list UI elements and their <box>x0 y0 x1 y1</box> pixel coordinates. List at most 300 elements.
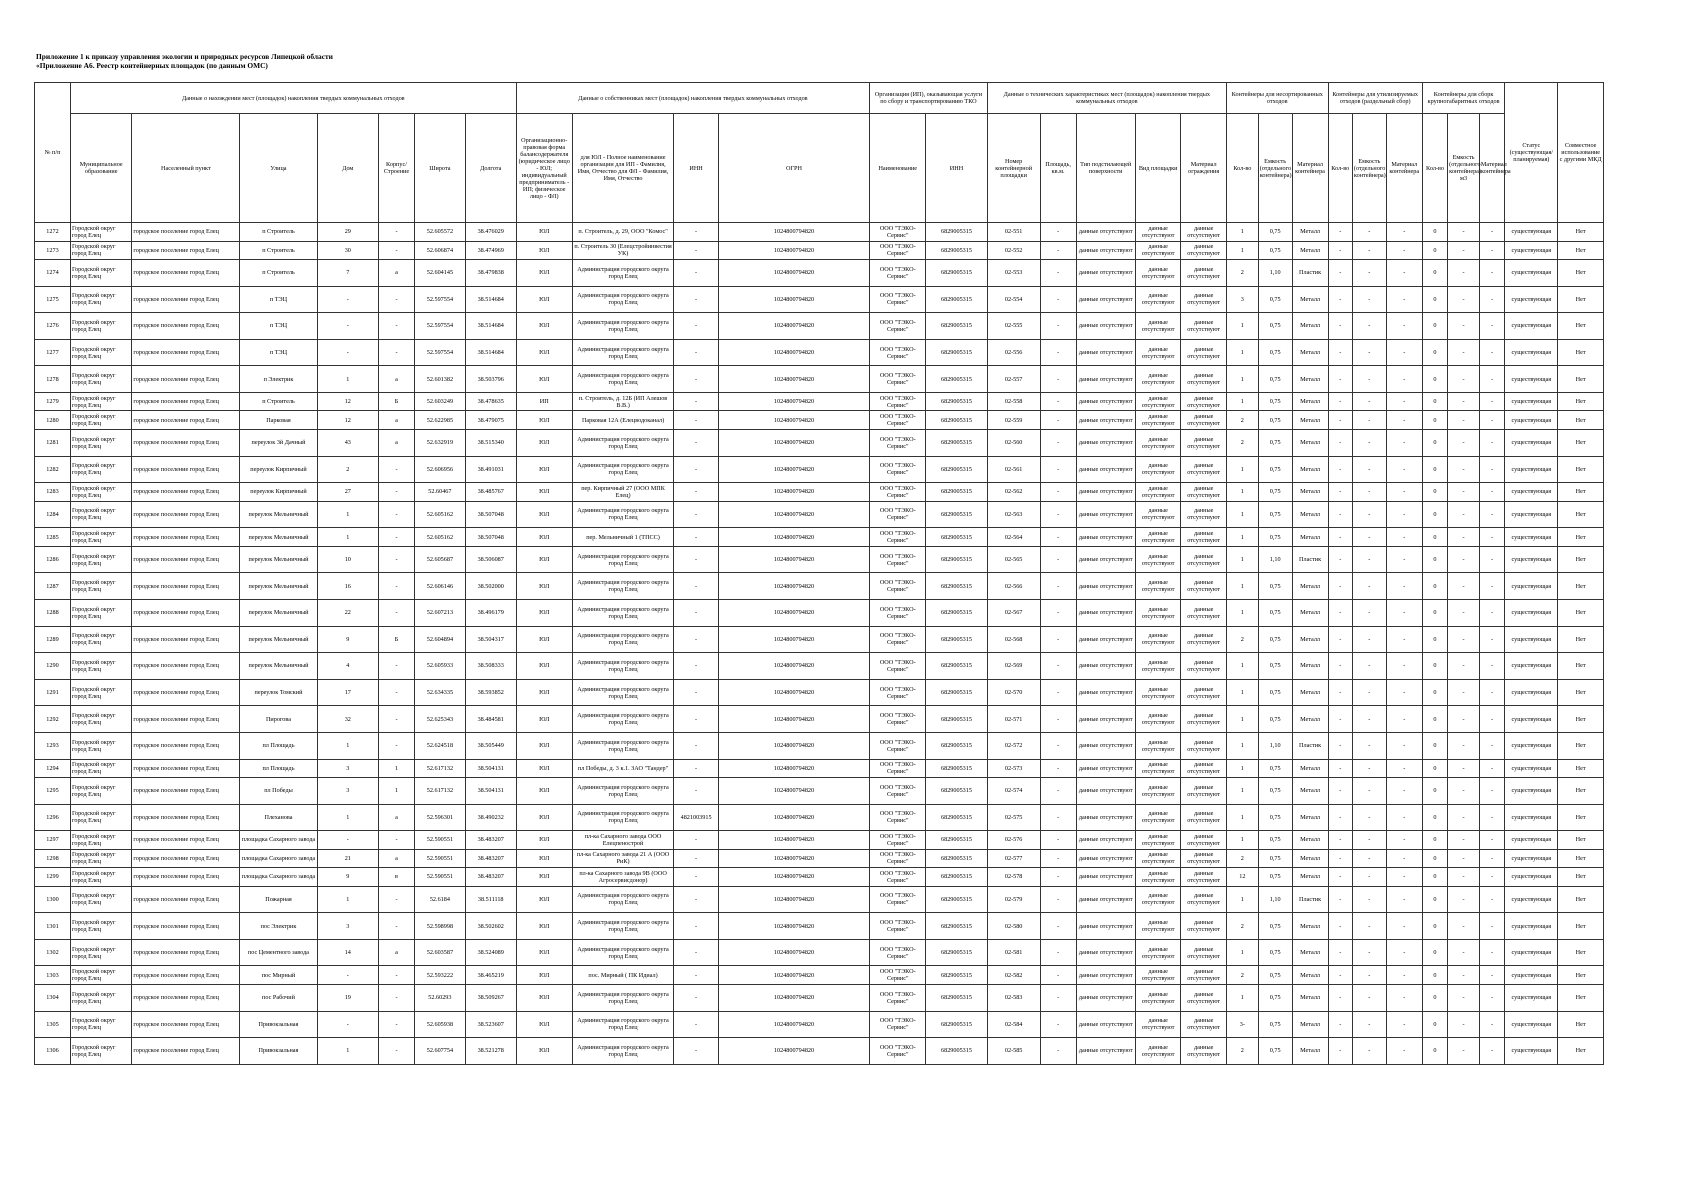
cell-view: данные отсутствуют <box>1135 778 1181 805</box>
cell-ogrn: 1024800794820 <box>718 366 869 393</box>
cell-area: - <box>1040 732 1076 759</box>
cell-c3-qty: 0 <box>1422 366 1447 393</box>
cell-c2-vol: - <box>1352 483 1386 502</box>
cell-street: переулок Кирпичный <box>240 483 317 502</box>
cell-joint: Нет <box>1558 483 1604 502</box>
cell-org-name: ООО "ТЭКО-Сервис" <box>870 966 926 985</box>
cell-c3-vol: - <box>1448 599 1480 626</box>
cell-joint: Нет <box>1558 546 1604 573</box>
cell-house: 16 <box>317 573 378 600</box>
cell-c1-vol: 1,10 <box>1258 886 1292 913</box>
cell-fence: данные отсутствуют <box>1181 411 1227 430</box>
cell-street: Плеханова <box>240 804 317 831</box>
cell-np: городское поселение город Елец <box>132 392 240 411</box>
cell-joint: Нет <box>1558 286 1604 313</box>
cell-c3-qty: 0 <box>1422 599 1447 626</box>
cell-np: городское поселение город Елец <box>132 313 240 340</box>
cell-base: данные отсутствуют <box>1076 626 1135 653</box>
cell-c2-qty: - <box>1328 392 1352 411</box>
cell-korp: а <box>379 804 415 831</box>
cell-area: - <box>1040 429 1076 456</box>
table-row <box>35 528 1604 547</box>
cell-c1-qty: 1 <box>1226 313 1258 340</box>
cell-np: городское поселение город Елец <box>132 831 240 850</box>
cell-lon: 38.504131 <box>465 778 516 805</box>
cell-base: данные отсутствуют <box>1076 759 1135 778</box>
cell-c2-vol: - <box>1352 573 1386 600</box>
cell-lon: 38.465219 <box>465 966 516 985</box>
cell-ogrn: 1024800794820 <box>718 778 869 805</box>
cell-view: данные отсутствуют <box>1135 366 1181 393</box>
cell-street: переулок Томский <box>240 679 317 706</box>
cell-status: существующая <box>1505 679 1558 706</box>
cell-c1-vol: 1,10 <box>1258 546 1292 573</box>
cell-street: п Строитель <box>240 260 317 287</box>
cell-fence: данные отсутствуют <box>1181 778 1227 805</box>
cell-joint: Нет <box>1558 886 1604 913</box>
cell-mun: Городской округ город Елец <box>70 429 131 456</box>
cell-c2-mat: - <box>1386 831 1422 850</box>
cell-c2-qty: - <box>1328 528 1352 547</box>
cell-c2-vol: - <box>1352 679 1386 706</box>
cell-c1-mat: Металл <box>1292 913 1328 940</box>
cell-c1-qty: 2 <box>1226 411 1258 430</box>
cell-status: существующая <box>1505 339 1558 366</box>
cell-lon: 38.502602 <box>465 913 516 940</box>
cell-org-name: ООО "ТЭКО-Сервис" <box>870 599 926 626</box>
cell-status: существующая <box>1505 411 1558 430</box>
cell-opf: ЮЛ <box>516 241 572 260</box>
cell-c3-mat: - <box>1479 653 1504 680</box>
cell-c3-vol: - <box>1448 483 1480 502</box>
cell-status: существующая <box>1505 886 1558 913</box>
cell-org-name: ООО "ТЭКО-Сервис" <box>870 831 926 850</box>
cell-c2-vol: - <box>1352 831 1386 850</box>
cell-c2-qty: - <box>1328 831 1352 850</box>
cell-owner-name: Администрация городского округа город Елец <box>572 653 674 680</box>
cell-mun: Городской округ город Елец <box>70 339 131 366</box>
cell-fence: данные отсутствуют <box>1181 573 1227 600</box>
cell-c2-mat: - <box>1386 966 1422 985</box>
cell-lon: 38.478635 <box>465 392 516 411</box>
cell-c2-mat: - <box>1386 501 1422 528</box>
cell-inn: - <box>674 241 718 260</box>
cell-base: данные отсутствуют <box>1076 1011 1135 1038</box>
cell-np: городское поселение город Елец <box>132 1011 240 1038</box>
group-owner: Данные о собственниках мест (площадок) накопления твердых коммунальных отходов <box>516 83 870 114</box>
cell-street: переулок Мельничный <box>240 573 317 600</box>
cell-lat: 52.606956 <box>414 456 465 483</box>
cell-c1-qty: 1 <box>1226 831 1258 850</box>
cell-num: 1279 <box>35 392 71 411</box>
cell-num: 1301 <box>35 913 71 940</box>
cell-lat: 52.598998 <box>414 913 465 940</box>
cell-base: данные отсутствуют <box>1076 1038 1135 1065</box>
cell-num: 1306 <box>35 1038 71 1065</box>
cell-lon: 38.511118 <box>465 886 516 913</box>
cell-view: данные отсутствуют <box>1135 429 1181 456</box>
cell-c2-vol: - <box>1352 223 1386 242</box>
cell-c1-mat: Пластик <box>1292 886 1328 913</box>
cell-c1-mat: Металл <box>1292 849 1328 868</box>
col-c2-qty: Кол-во <box>1328 114 1352 223</box>
table-row <box>35 913 1604 940</box>
col-platform-num: Номер контейнерной площадки <box>987 114 1040 223</box>
cell-joint: Нет <box>1558 573 1604 600</box>
cell-korp: - <box>379 528 415 547</box>
cell-c3-mat: - <box>1479 483 1504 502</box>
cell-korp: - <box>379 546 415 573</box>
cell-inn: - <box>674 759 718 778</box>
cell-np: городское поселение город Елец <box>132 456 240 483</box>
cell-np: городское поселение город Елец <box>132 653 240 680</box>
col-inn: ИНН <box>674 114 718 223</box>
cell-korp: - <box>379 456 415 483</box>
cell-joint: Нет <box>1558 501 1604 528</box>
cell-c3-mat: - <box>1479 366 1504 393</box>
cell-np: городское поселение город Елец <box>132 966 240 985</box>
cell-c3-qty: 0 <box>1422 546 1447 573</box>
cell-view: данные отсутствуют <box>1135 804 1181 831</box>
cell-lon: 38.523607 <box>465 1011 516 1038</box>
cell-c3-qty: 0 <box>1422 1038 1447 1065</box>
cell-fence: данные отсутствуют <box>1181 804 1227 831</box>
cell-org-name: ООО "ТЭКО-Сервис" <box>870 1038 926 1065</box>
cell-street: площадка Сахарного завода <box>240 868 317 887</box>
cell-ogrn: 1024800794820 <box>718 886 869 913</box>
col-view: Вид площадки <box>1135 114 1181 223</box>
cell-mun: Городской округ город Елец <box>70 759 131 778</box>
cell-area: - <box>1040 573 1076 600</box>
cell-c3-vol: - <box>1448 886 1480 913</box>
cell-street: пл Площадь <box>240 759 317 778</box>
cell-np: городское поселение город Елец <box>132 984 240 1011</box>
cell-ogrn: 1024800794820 <box>718 313 869 340</box>
cell-c3-mat: - <box>1479 913 1504 940</box>
cell-korp: - <box>379 241 415 260</box>
cell-fence: данные отсутствуют <box>1181 913 1227 940</box>
cell-num: 1290 <box>35 653 71 680</box>
table-row <box>35 939 1604 966</box>
cell-lat: 52.605572 <box>414 223 465 242</box>
cell-korp: а <box>379 411 415 430</box>
cell-c1-qty: 1 <box>1226 241 1258 260</box>
cell-joint: Нет <box>1558 868 1604 887</box>
cell-c1-vol: 0,75 <box>1258 849 1292 868</box>
col-c3-mat: Материал контейнера <box>1479 114 1504 223</box>
cell-org-name: ООО "ТЭКО-Сервис" <box>870 706 926 733</box>
cell-c2-vol: - <box>1352 260 1386 287</box>
cell-platform-num: 02-553 <box>987 260 1040 287</box>
cell-c1-mat: Металл <box>1292 241 1328 260</box>
cell-joint: Нет <box>1558 599 1604 626</box>
col-korp: Корпус/Строение <box>379 114 415 223</box>
cell-lat: 52.597554 <box>414 286 465 313</box>
cell-street: переулок Мельничный <box>240 626 317 653</box>
cell-c1-qty: 1 <box>1226 732 1258 759</box>
cell-opf: ЮЛ <box>516 456 572 483</box>
table-row <box>35 411 1604 430</box>
group-containers-recycle: Контейнеры для утилизируемых отходов (раздельный сбор) <box>1328 83 1422 114</box>
cell-c2-qty: - <box>1328 223 1352 242</box>
table-row <box>35 732 1604 759</box>
cell-status: существующая <box>1505 626 1558 653</box>
cell-c3-qty: 0 <box>1422 260 1447 287</box>
table-row <box>35 286 1604 313</box>
cell-area: - <box>1040 223 1076 242</box>
cell-c1-qty: 1 <box>1226 886 1258 913</box>
cell-num: 1300 <box>35 886 71 913</box>
cell-korp: а <box>379 939 415 966</box>
cell-mun: Городской округ город Елец <box>70 573 131 600</box>
cell-street: пос Рабочий <box>240 984 317 1011</box>
cell-ogrn: 1024800794820 <box>718 849 869 868</box>
cell-c2-vol: - <box>1352 339 1386 366</box>
cell-street: п ТЭЦ <box>240 286 317 313</box>
cell-c1-qty: 2 <box>1226 260 1258 287</box>
cell-org-inn: 6829005315 <box>926 456 987 483</box>
cell-c3-mat: - <box>1479 886 1504 913</box>
registry-table <box>34 82 1604 1065</box>
cell-c1-qty: 1 <box>1226 759 1258 778</box>
cell-c3-mat: - <box>1479 679 1504 706</box>
cell-ogrn: 1024800794820 <box>718 573 869 600</box>
cell-base: данные отсутствуют <box>1076 706 1135 733</box>
cell-lat: 52.606146 <box>414 573 465 600</box>
table-row <box>35 241 1604 260</box>
cell-street: площадка Сахарного завода <box>240 831 317 850</box>
cell-house: 14 <box>317 939 378 966</box>
cell-inn: - <box>674 984 718 1011</box>
cell-house: 29 <box>317 223 378 242</box>
cell-c2-vol: - <box>1352 392 1386 411</box>
cell-c1-qty: 1 <box>1226 679 1258 706</box>
cell-org-inn: 6829005315 <box>926 913 987 940</box>
cell-c2-mat: - <box>1386 939 1422 966</box>
cell-view: данные отсутствуют <box>1135 939 1181 966</box>
cell-c3-qty: 0 <box>1422 1011 1447 1038</box>
cell-org-inn: 6829005315 <box>926 626 987 653</box>
cell-c1-qty: 1 <box>1226 804 1258 831</box>
cell-view: данные отсутствуют <box>1135 313 1181 340</box>
cell-opf: ЮЛ <box>516 706 572 733</box>
cell-inn: - <box>674 366 718 393</box>
cell-org-name: ООО "ТЭКО-Сервис" <box>870 392 926 411</box>
cell-view: данные отсутствуют <box>1135 984 1181 1011</box>
cell-inn: - <box>674 1038 718 1065</box>
cell-view: данные отсутствуют <box>1135 1011 1181 1038</box>
cell-base: данные отсутствуют <box>1076 868 1135 887</box>
cell-c1-vol: 0,75 <box>1258 653 1292 680</box>
cell-c3-qty: 0 <box>1422 483 1447 502</box>
cell-np: городское поселение город Елец <box>132 732 240 759</box>
cell-area: - <box>1040 260 1076 287</box>
cell-lon: 38.474969 <box>465 241 516 260</box>
col-c3-vol: Емкость (отдельного контейнера) м3 <box>1448 114 1480 223</box>
cell-c1-mat: Металл <box>1292 339 1328 366</box>
cell-org-inn: 6829005315 <box>926 759 987 778</box>
cell-inn: - <box>674 286 718 313</box>
cell-platform-num: 02-568 <box>987 626 1040 653</box>
cell-np: городское поселение город Елец <box>132 366 240 393</box>
cell-org-inn: 6829005315 <box>926 706 987 733</box>
cell-opf: ЮЛ <box>516 546 572 573</box>
cell-fence: данные отсутствуют <box>1181 429 1227 456</box>
cell-num: 1292 <box>35 706 71 733</box>
cell-np: городское поселение город Елец <box>132 223 240 242</box>
cell-c1-mat: Металл <box>1292 984 1328 1011</box>
cell-base: данные отсутствуют <box>1076 260 1135 287</box>
cell-mun: Городской округ город Елец <box>70 546 131 573</box>
cell-house: 1 <box>317 366 378 393</box>
cell-c2-qty: - <box>1328 483 1352 502</box>
cell-org-inn: 6829005315 <box>926 573 987 600</box>
cell-view: данные отсутствуют <box>1135 501 1181 528</box>
cell-org-name: ООО "ТЭКО-Сервис" <box>870 411 926 430</box>
cell-owner-name: Администрация городского округа город Елец <box>572 429 674 456</box>
cell-np: городское поселение город Елец <box>132 599 240 626</box>
cell-street: п Электрик <box>240 366 317 393</box>
cell-status: существующая <box>1505 456 1558 483</box>
cell-house: - <box>317 1011 378 1038</box>
cell-owner-name: Администрация городского округа город Елец <box>572 599 674 626</box>
cell-ogrn: 1024800794820 <box>718 966 869 985</box>
cell-c3-qty: 0 <box>1422 759 1447 778</box>
cell-korp: - <box>379 984 415 1011</box>
cell-area: - <box>1040 1038 1076 1065</box>
cell-joint: Нет <box>1558 260 1604 287</box>
cell-c2-vol: - <box>1352 599 1386 626</box>
cell-owner-name: Администрация городского округа город Елец <box>572 1011 674 1038</box>
cell-lon: 38.479838 <box>465 260 516 287</box>
cell-ogrn: 1024800794820 <box>718 599 869 626</box>
cell-joint: Нет <box>1558 456 1604 483</box>
cell-mun: Городской округ город Елец <box>70 260 131 287</box>
cell-view: данные отсутствуют <box>1135 1038 1181 1065</box>
cell-korp: - <box>379 501 415 528</box>
cell-c3-vol: - <box>1448 984 1480 1011</box>
cell-view: данные отсутствуют <box>1135 223 1181 242</box>
cell-street: переулок Мельничный <box>240 528 317 547</box>
cell-c3-vol: - <box>1448 313 1480 340</box>
cell-org-name: ООО "ТЭКО-Сервис" <box>870 653 926 680</box>
cell-area: - <box>1040 313 1076 340</box>
cell-opf: ЮЛ <box>516 804 572 831</box>
cell-c2-mat: - <box>1386 286 1422 313</box>
cell-opf: ЮЛ <box>516 483 572 502</box>
cell-base: данные отсутствуют <box>1076 966 1135 985</box>
cell-ogrn: 1024800794820 <box>718 679 869 706</box>
cell-inn: - <box>674 599 718 626</box>
cell-c1-qty: 1 <box>1226 599 1258 626</box>
cell-status: существующая <box>1505 849 1558 868</box>
cell-c1-qty: 1 <box>1226 653 1258 680</box>
cell-org-inn: 6829005315 <box>926 653 987 680</box>
cell-opf: ЮЛ <box>516 984 572 1011</box>
cell-owner-name: Администрация городского округа город Елец <box>572 573 674 600</box>
cell-lon: 38.508333 <box>465 653 516 680</box>
cell-lat: 52.605687 <box>414 546 465 573</box>
cell-c3-vol: - <box>1448 732 1480 759</box>
cell-c1-vol: 0,75 <box>1258 483 1292 502</box>
cell-fence: данные отсутствуют <box>1181 626 1227 653</box>
cell-c3-mat: - <box>1479 501 1504 528</box>
cell-c3-mat: - <box>1479 626 1504 653</box>
cell-c2-qty: - <box>1328 966 1352 985</box>
cell-platform-num: 02-574 <box>987 778 1040 805</box>
cell-platform-num: 02-575 <box>987 804 1040 831</box>
cell-c1-qty: 1 <box>1226 573 1258 600</box>
cell-status: существующая <box>1505 939 1558 966</box>
cell-view: данные отсутствуют <box>1135 868 1181 887</box>
cell-house: 10 <box>317 546 378 573</box>
cell-num: 1276 <box>35 313 71 340</box>
cell-c2-qty: - <box>1328 939 1352 966</box>
cell-house: - <box>317 313 378 340</box>
cell-view: данные отсутствуют <box>1135 392 1181 411</box>
cell-c2-mat: - <box>1386 1011 1422 1038</box>
cell-house: - <box>317 966 378 985</box>
cell-c2-mat: - <box>1386 759 1422 778</box>
cell-view: данные отсутствуют <box>1135 706 1181 733</box>
cell-base: данные отсутствуют <box>1076 546 1135 573</box>
cell-c3-vol: - <box>1448 456 1480 483</box>
cell-c1-vol: 0,75 <box>1258 501 1292 528</box>
cell-mun: Городской округ город Елец <box>70 966 131 985</box>
cell-street: переулок Мельничный <box>240 599 317 626</box>
cell-platform-num: 02-571 <box>987 706 1040 733</box>
cell-c1-vol: 0,75 <box>1258 804 1292 831</box>
cell-korp: - <box>379 286 415 313</box>
cell-mun: Городской округ город Елец <box>70 706 131 733</box>
cell-status: существующая <box>1505 501 1558 528</box>
cell-street: п Строитель <box>240 241 317 260</box>
cell-mun: Городской округ город Елец <box>70 241 131 260</box>
cell-lat: 52.603249 <box>414 392 465 411</box>
cell-fence: данные отсутствуют <box>1181 456 1227 483</box>
table-row <box>35 831 1604 850</box>
cell-org-name: ООО "ТЭКО-Сервис" <box>870 1011 926 1038</box>
cell-joint: Нет <box>1558 679 1604 706</box>
cell-c1-vol: 0,75 <box>1258 241 1292 260</box>
cell-c1-vol: 0,75 <box>1258 706 1292 733</box>
cell-ogrn: 1024800794820 <box>718 913 869 940</box>
cell-ogrn: 1024800794820 <box>718 483 869 502</box>
cell-opf: ЮЛ <box>516 573 572 600</box>
cell-ogrn: 1024800794820 <box>718 868 869 887</box>
table-row <box>35 546 1604 573</box>
cell-korp: а <box>379 260 415 287</box>
cell-np: городское поселение город Елец <box>132 804 240 831</box>
cell-base: данные отсутствуют <box>1076 483 1135 502</box>
cell-org-name: ООО "ТЭКО-Сервис" <box>870 626 926 653</box>
cell-c3-vol: - <box>1448 1038 1480 1065</box>
cell-org-inn: 6829005315 <box>926 260 987 287</box>
cell-c3-vol: - <box>1448 366 1480 393</box>
cell-mun: Городской округ город Елец <box>70 392 131 411</box>
cell-street: переулок Мельничный <box>240 501 317 528</box>
cell-num: 1274 <box>35 260 71 287</box>
cell-org-name: ООО "ТЭКО-Сервис" <box>870 429 926 456</box>
cell-c1-qty: 2 <box>1226 966 1258 985</box>
cell-lat: 52.604894 <box>414 626 465 653</box>
cell-org-inn: 6829005315 <box>926 939 987 966</box>
cell-lat: 52.60293 <box>414 984 465 1011</box>
cell-c3-qty: 0 <box>1422 984 1447 1011</box>
cell-num: 1297 <box>35 831 71 850</box>
cell-korp: - <box>379 831 415 850</box>
cell-c3-mat: - <box>1479 392 1504 411</box>
